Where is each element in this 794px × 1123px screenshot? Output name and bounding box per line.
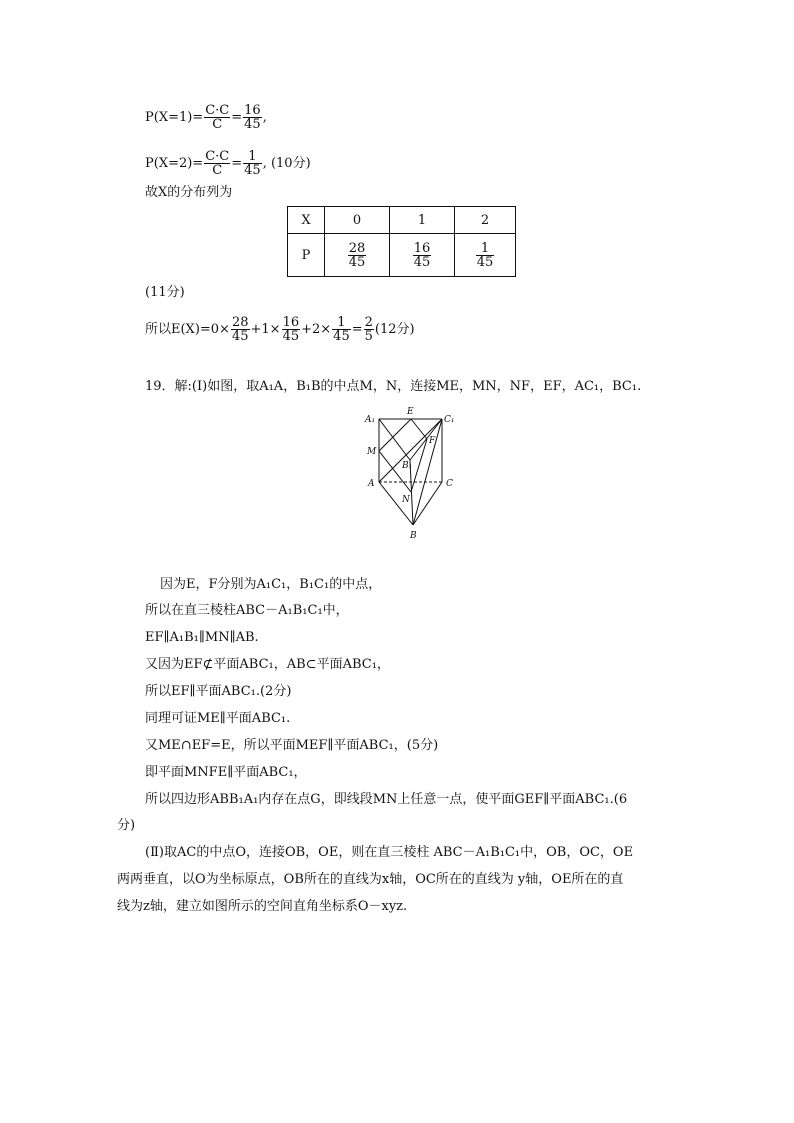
table-cell: 2 (455, 207, 516, 234)
label-b1: B₁ (402, 461, 413, 471)
segment-mn (379, 451, 411, 492)
fraction: $\frac{2}{5}$ (364, 315, 373, 344)
step-5: 所以EF∥平面ABC₁.(2分) (145, 684, 292, 699)
step-9b: 分) (117, 818, 136, 833)
fraction: $\frac{C\cdot C}{C}$ (205, 149, 230, 178)
prob-x2-line: P(X=2)= $\frac{C\cdot C}{C}$ = $\frac{1}{45}$ , (10分) (145, 149, 311, 178)
prism-figure (355, 400, 465, 545)
table-cell: $\frac{28}{45}$ (325, 234, 390, 277)
label-c1: C₁ (444, 415, 455, 425)
fraction: $\frac{C\cdot C}{C}$ (205, 103, 230, 132)
fraction: $\frac{16}{45}$ (282, 315, 300, 344)
table-row (288, 207, 516, 234)
step-10b: 两两垂直，以O为坐标原点，OB所在的直线为x轴，OC所在的直线为 y轴，OE所在的直 (117, 872, 624, 887)
fraction: $\frac{16}{45}$ (244, 103, 261, 132)
table-cell: $\frac{16}{45}$ (390, 234, 455, 277)
step-10a: (Ⅱ)取AC的中点O，连接OB，OE，则在直三棱柱 ABC－A₁B₁C₁中，OB，OC，OE (145, 845, 634, 860)
step-8: 即平面MNFE∥平面ABC₁， (145, 765, 307, 780)
label-c: C (446, 479, 453, 489)
label-m: M (367, 447, 377, 457)
fraction: $\frac{28}{45}$ (231, 315, 249, 344)
table-cell: 0 (325, 207, 390, 234)
table-cell: P (288, 234, 325, 277)
expectation-line: 所以E(X)=0× $\frac{28}{45}$ +1× $\frac{16}{45}$ +2× $\frac{1}{45}$ = $\frac{2}{5}$ (12分) (145, 315, 415, 344)
fraction: $\frac{1}{45}$ (244, 149, 261, 178)
fraction: $\frac{1}{45}$ (333, 315, 350, 344)
label-a1: A₁ (365, 415, 376, 425)
table-row (288, 234, 516, 277)
segment-em (379, 419, 411, 451)
question-19: 19．解:(Ⅰ)如图，取A₁A，B₁B的中点M，N，连接ME，MN，NF，EF，AC₁，BC₁. (145, 379, 642, 394)
step-6: 同理可证ME∥平面ABC₁. (145, 711, 291, 726)
step-9a: 所以四边形ABB₁A₁内存在点G，即线段MN上任意一点，使平面GEF∥平面ABC₁.(6 (145, 792, 628, 807)
distribution-table (287, 206, 516, 277)
step-3: EF∥A₁B₁∥MN∥AB. (145, 630, 259, 645)
label-n: N (402, 495, 410, 505)
edge-cb (413, 482, 442, 525)
step-7: 又ME∩EF=E，所以平面MEF∥平面ABC₁，(5分) (145, 738, 439, 753)
table-cell: 1 (390, 207, 455, 234)
table-cell: X (288, 207, 325, 234)
edge-b1c1 (410, 419, 442, 460)
prob-x1-line: P(X=1)= $\frac{C\cdot C}{C}$ = $\frac{16}{45}$ , (145, 103, 267, 132)
table-cell: $\frac{1}{45}$ (455, 234, 516, 277)
dist-intro: 故X的分布列为 (145, 185, 233, 200)
step-2: 所以在直三棱柱ABC－A₁B₁C₁中， (145, 603, 349, 618)
label-f: F (429, 436, 436, 446)
step-10c: 线为z轴，建立如图所示的空间直角坐标系O－xyz. (117, 899, 408, 914)
label-b: B (410, 531, 417, 541)
score-11: (11分) (145, 285, 185, 300)
step-4: 又因为EF⊄平面ABC₁，AB⊂平面ABC₁， (145, 657, 390, 672)
label-e: E (407, 407, 414, 417)
step-1: 因为E，F分别为A₁C₁，B₁C₁的中点， (160, 577, 382, 592)
label-a: A (368, 479, 375, 489)
